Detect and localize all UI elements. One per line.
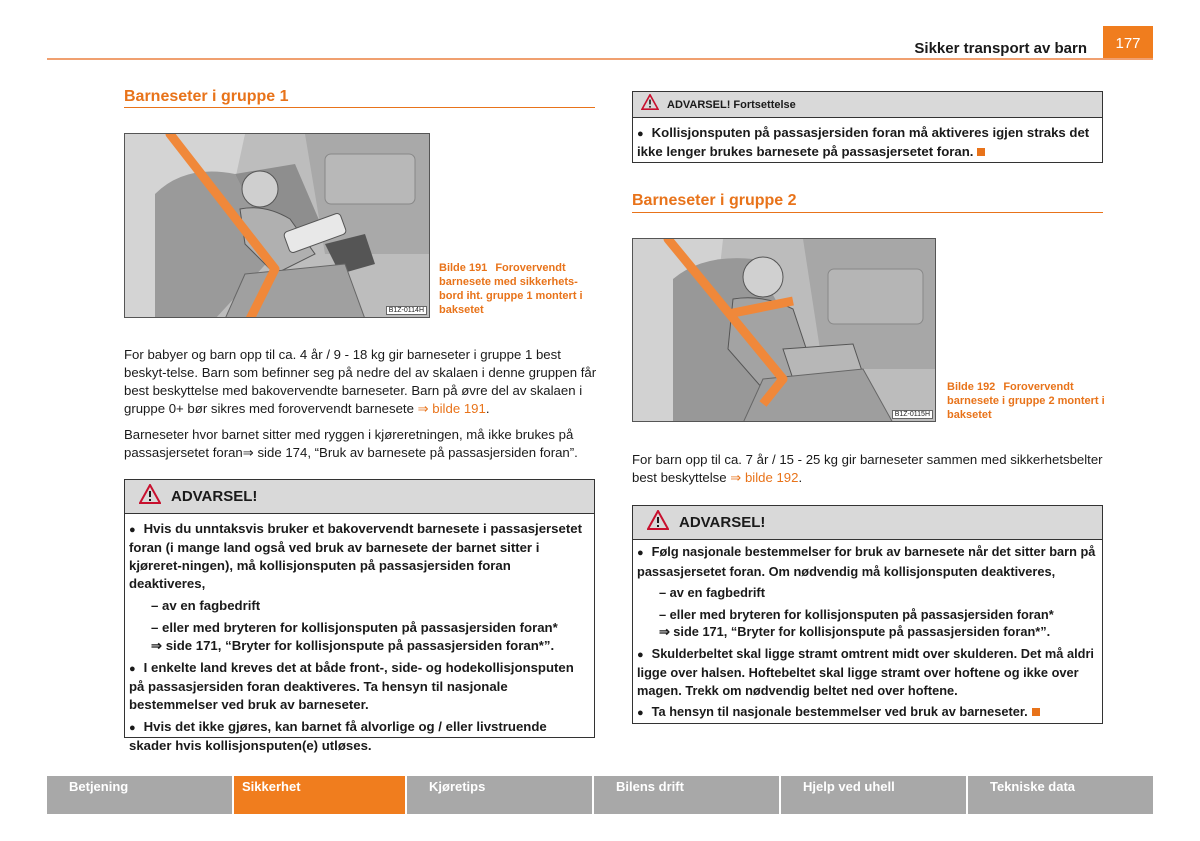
nav-tab-betjening[interactable]: Betjening — [47, 776, 232, 814]
caption-text: Forovervendt barnesete med sikkerhets-bord iht. gruppe 1 montert i baksetet — [439, 262, 583, 316]
running-header-title: Sikker transport av barn — [914, 40, 1087, 57]
warning-title: ADVARSEL! — [171, 488, 258, 505]
warning-box-left — [124, 479, 595, 753]
warning-triangle-icon — [647, 510, 669, 535]
nav-tab-sikkerhet[interactable]: Sikkerhet — [234, 776, 405, 814]
chapter-nav — [47, 776, 1153, 814]
warning-title: ADVARSEL! — [679, 514, 766, 531]
warning-continued-body — [633, 118, 1102, 169]
warning-bullet: ● Skulderbeltet skal ligge stramt omtrent midt over skulderen. Det må aldri ligge over halsen. Hoftebeltet skal ligge stramt over hoftene og ikke over magen. Trekk om nødvendig beltet ned over hoftene. — [637, 645, 1098, 700]
warning-dash-ref[interactable]: ⇒ side 171, “Bryter for kollisjonspute på passasjersiden foran*”. — [151, 638, 555, 653]
warning-bullet: ● Hvis du unntaksvis bruker et bakovervendt barnesete i passasjersetet foran (i mange land også ved bruk av barnesete der barnet sitter i kjøreret-ningen), må kollisjonsputen på passasjersiden foran deaktiveres, — [129, 520, 590, 593]
warning-bullet: ● Hvis det ikke gjøres, kan barnet få alvorlige og / eller livstruende skader hvis kollisjonsputen(e) utløses. — [129, 718, 590, 755]
warning-dash-ref[interactable]: ⇒ side 171, “Bryter for kollisjonspute på passasjersiden foran*”. — [659, 624, 1051, 639]
warning-header — [125, 480, 594, 514]
warning-bullet-text: Ta hensyn til nasjonale bestemmelser ved bruk av barneseter. — [651, 704, 1028, 719]
warning-bullet — [637, 703, 1098, 723]
section-title-group2: Barneseter i gruppe 2 — [632, 192, 797, 209]
figure-code: B1Z-0115H — [892, 410, 933, 419]
figure-code: B1Z-0114H — [386, 306, 427, 315]
nav-tab-kjoretips[interactable]: Kjøretips — [407, 776, 592, 814]
figure-191-image — [124, 133, 430, 318]
end-square-icon — [977, 148, 985, 156]
paragraph-group1-intro — [124, 346, 600, 418]
warning-dash-item: – av en fagbedrift — [151, 598, 261, 613]
paragraph-text: For barn opp til ca. 7 år / 15 - 25 kg gir barneseter sammen med sikkerhetsbelter best beskyttelse — [632, 452, 1103, 485]
warning-body — [125, 514, 594, 763]
caption-text: Forovervendt barnesete i gruppe 2 montert i baksetet — [947, 381, 1105, 421]
warning-continued-box — [632, 91, 1103, 163]
warning-continued-title: ADVARSEL! Fortsettelse — [667, 98, 796, 111]
header-rule — [47, 58, 1153, 60]
warning-dash-item: – eller med bryteren for kollisjonsputen på passasjersiden foran* — [659, 606, 1054, 622]
warning-bullet: ● Følg nasjonale bestemmelser for bruk av barnesete når det sitter barn på passasjersetet foran. Om nødvendig må kollisjonsputen deaktiveres, — [637, 543, 1098, 580]
warning-bullet-text: Kollisjonsputen på passasjersiden foran må aktiveres igjen straks det ikke lenger brukes barnesete på passasjersetet foran. — [637, 125, 1090, 159]
figure-192-link[interactable]: ⇒ bilde 192 — [730, 470, 799, 485]
figure-192-image — [632, 238, 936, 422]
paragraph-end: . — [798, 470, 803, 485]
warning-box-right — [632, 505, 1103, 724]
figure-192-caption — [947, 380, 1107, 422]
paragraph-end: . — [485, 401, 490, 416]
warning-triangle-icon — [641, 94, 659, 115]
warning-dash-item: – av en fagbedrift — [659, 585, 765, 600]
caption-number: Bilde 192 — [947, 381, 996, 393]
paragraph-group2-intro — [632, 451, 1108, 487]
nav-tab-bilens-drift[interactable]: Bilens drift — [594, 776, 779, 814]
warning-triangle-icon — [139, 484, 161, 509]
warning-dash-item: – eller med bryteren for kollisjonsputen på passasjersiden foran* — [151, 620, 558, 635]
section-rule — [632, 212, 1103, 213]
page-number: 177 — [1103, 26, 1153, 60]
figure-191-caption — [439, 261, 599, 317]
warning-body — [633, 540, 1102, 731]
warning-continued-header — [633, 92, 1102, 118]
end-square-icon — [1032, 708, 1040, 716]
paragraph-rear-facing: Barneseter hvor barnet sitter med ryggen i kjøreretningen, må ikke brukes på passasjersetet foran⇒ side 174, “Bruk av barnesete på passasjersiden foran”. — [124, 427, 578, 460]
caption-number: Bilde 191 — [439, 262, 488, 274]
figure-191-link[interactable]: ⇒ bilde 191 — [417, 401, 486, 416]
nav-tab-hjelp-ved-uhell[interactable]: Hjelp ved uhell — [781, 776, 966, 814]
section-rule — [124, 107, 595, 108]
nav-tab-tekniske-data[interactable]: Tekniske data — [968, 776, 1153, 814]
warning-bullet — [637, 124, 1098, 161]
warning-header — [633, 506, 1102, 540]
warning-bullet: ● I enkelte land kreves det at både front-, side- og hodekollisjonsputen på passasjersiden foran deaktiveres. Ta hensyn til nasjonale bestemmelser ved bruk av barneseter. — [129, 659, 590, 714]
paragraph-text: For babyer og barn opp til ca. 4 år / 9 - 18 kg gir barneseter i gruppe 1 best beskyt-telse. Barn som befinner seg på nedre del av skalaen i denne gruppen får best beskyttelse med bakovervendte barneseter. Barn på øvre del av skalaen i gruppe 0+ bør sikres med forovervendt barnesete — [124, 347, 597, 416]
section-title-group1: Barneseter i gruppe 1 — [124, 88, 289, 105]
